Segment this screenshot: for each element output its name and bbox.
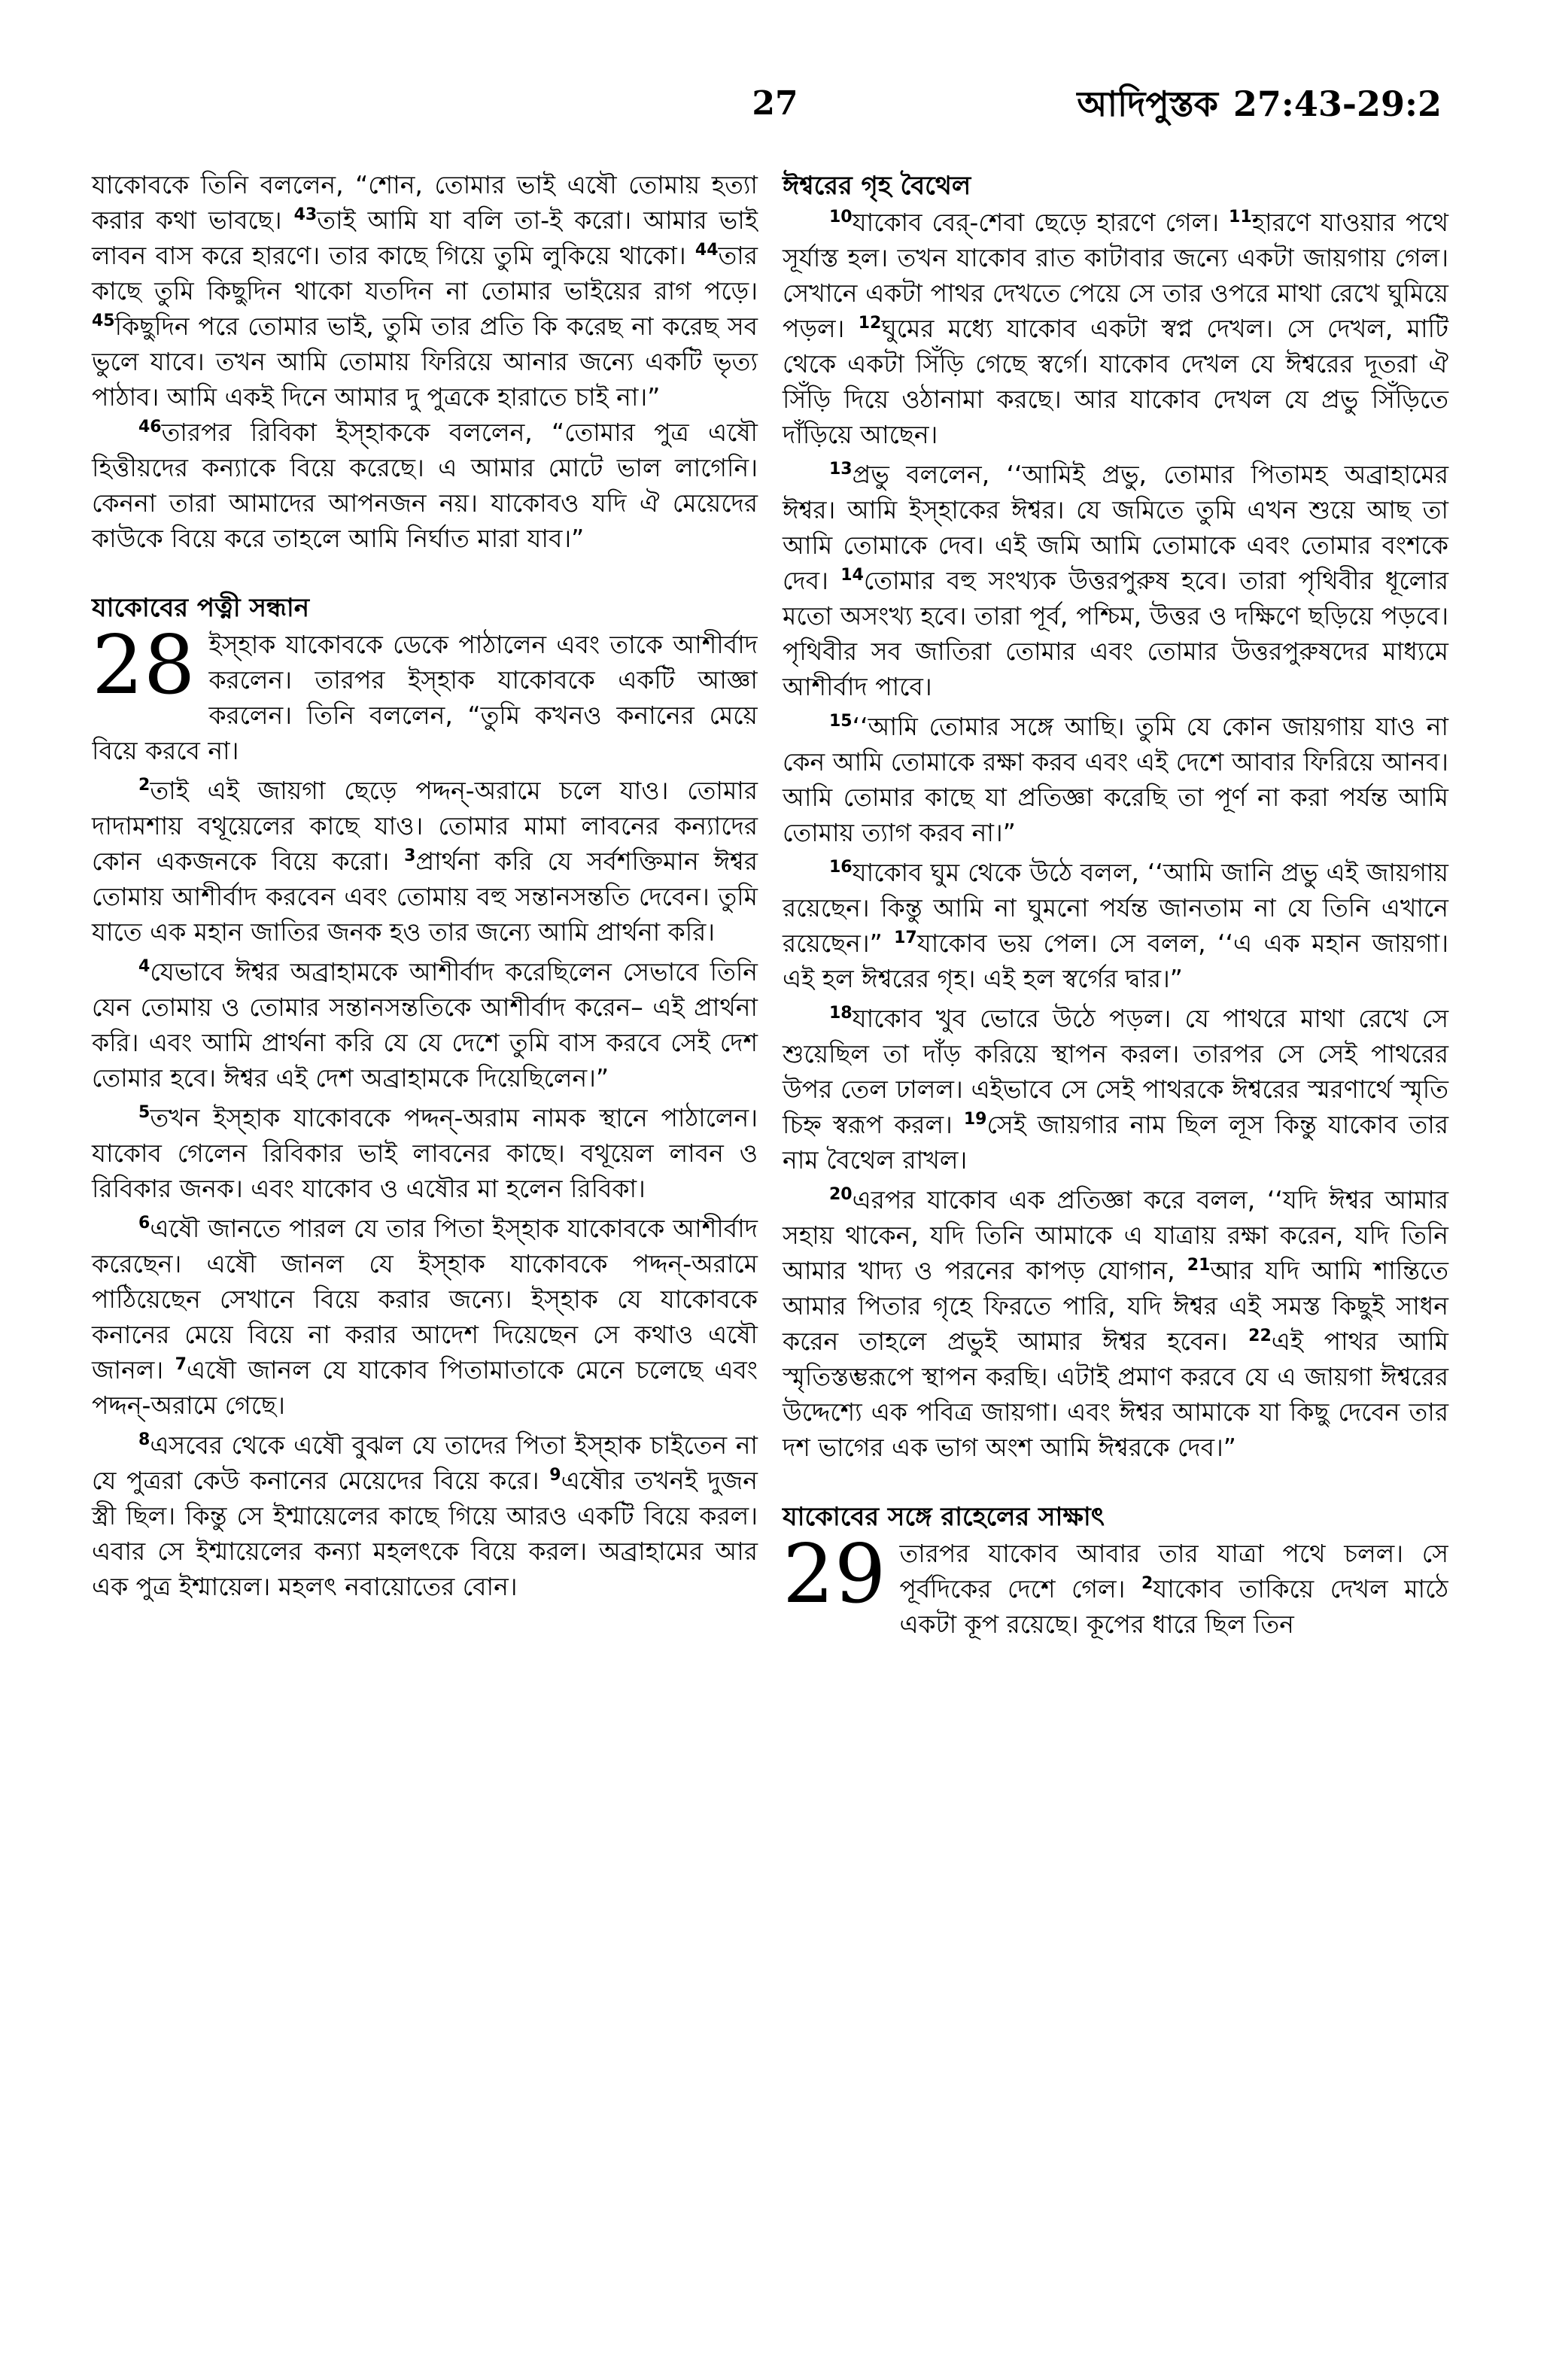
chapter-opening: [783, 1536, 1448, 1642]
verse-number: 17: [894, 929, 917, 947]
text: এরপর যাকোব এক প্রতিজ্ঞা করে বলল, ‘‘যদি ঈশ্বর আমার সহায় থাকেন, যদি তিনি আমাকে এ যাত্রায় রক্ষা করেন, যদি তিনি আমার খাদ্য ও পরনের কাপড় যোগান,: [783, 1185, 1448, 1285]
text: এষৌর তখনই দুজন স্ত্রী ছিল। কিন্তু সে ইশ্মায়েলের কাছে গিয়ে আরও একটি বিয়ে করল। এবার সে ইশ্মায়েলের কন্যা মহলৎকে বিয়ে করল। অব্রাহামের আর এক পুত্র ইশ্মায়েল। মহলৎ নবায়োতের বোন।: [92, 1466, 758, 1601]
text: আর যদি আমি শান্তিতে আমার পিতার গৃহে ফিরতে পারি, যদি ঈশ্বর এই সমস্ত কিছুই সাধন করেন তাহলে প্রভুই আমার ঈশ্বর হবেন।: [783, 1256, 1448, 1356]
paragraph: [92, 1211, 758, 1423]
verse-number: 43: [293, 205, 318, 224]
verse-number: 18: [829, 1004, 853, 1023]
paragraph: [783, 855, 1448, 996]
verse-number: 45: [92, 312, 115, 330]
page-number: 27: [752, 84, 798, 123]
text: যাকোবকে তিনি বললেন, “শোন, তোমার ভাই এষৌ তোমায় হত্যা করার কথা ভাবছে।: [92, 170, 758, 235]
paragraph: [783, 1001, 1448, 1178]
verse-number: 16: [829, 858, 853, 877]
verse-number: 2: [1141, 1574, 1153, 1593]
paragraph: [92, 954, 758, 1096]
text: যাকোব ঘুম থেকে উঠে বলল, ‘‘আমি জানি প্রভু এই জায়গায় রয়েছেন। কিন্তু আমি না ঘুমনো পর্যন্ত জানতাম না যে তিনি এখানে রয়েছেন।”: [783, 858, 1448, 958]
text: তার কাছে তুমি কিছুদিন থাকো যতদিন না তোমার ভাইয়ের রাগ পড়ে।: [92, 241, 758, 305]
chapter-number: 29: [783, 1536, 886, 1622]
text: যাকোব বের্-শেবা ছেড়ে হারণে গেল।: [852, 208, 1220, 237]
text: এই পাথর আমি স্মৃতিস্তম্ভরূপে স্থাপন করছি। এটাই প্রমাণ করবে যে এ জায়গা ঈশ্বরের উদ্দেশ্যে এক পবিত্র জায়গা। এবং ঈশ্বর আমাকে যা কিছু দেবেন তার দশ ভাগের এক ভাগ অংশ আমি ঈশ্বরকে দেব।”: [783, 1327, 1448, 1462]
verse-number: 4: [138, 957, 150, 976]
verse-number: 44: [695, 241, 719, 260]
text: এষৌ জানল যে যাকোব পিতামাতাকে মেনে চলেছে এবং পদ্দন্-অরামে গেছে।: [92, 1355, 758, 1420]
verse-number: 9: [549, 1466, 561, 1485]
text: এসবের থেকে এষৌ বুঝল যে তাদের পিতা ইস্হাক চাইতেন না যে পুত্ররা কেউ কনানের মেয়েদের বিয়ে করে।: [92, 1430, 758, 1495]
section-heading: ঈশ্বরের গৃহ বৈথেল: [783, 171, 971, 201]
text: যাকোব ভয় পেল। সে বলল, ‘‘এ এক মহান জায়গা। এই হল ঈশ্বরের গৃহ। এই হল স্বর্গের দ্বার।”: [783, 929, 1448, 993]
text: হারণে যাওয়ার পথে সূর্যাস্ত হল। তখন যাকোব রাত কাটাবার জন্যে একটা জায়গায় গেল। সেখানে একটা পাথর দেখতে পেয়ে সে তার ওপরে মাথা রেখে ঘুমিয়ে পড়ল।: [783, 208, 1448, 343]
verse-number: 2: [138, 776, 150, 795]
paragraph: [92, 627, 758, 768]
text: প্রার্থনা করি যে সর্বশক্তিমান ঈশ্বর তোমায় আশীর্বাদ করবেন এবং তোমায় বহু সন্তানসন্ততি দেবেন। তুমি যাতে এক মহান জাতির জনক হও তার জন্যে আমি প্রার্থনা করি।: [92, 847, 758, 947]
paragraph: [92, 1427, 758, 1604]
verse-number: 21: [1187, 1256, 1211, 1275]
verse-number: 10: [829, 208, 853, 226]
verse-number: 7: [175, 1355, 187, 1374]
verse-number: 22: [1248, 1327, 1272, 1345]
text: তাই আমি যা বলি তা-ই করো। আমার ভাই লাবন বাস করে হারণে। তার কাছে গিয়ে তুমি লুকিয়ে থাকো।: [92, 205, 758, 270]
text: সেই জায়গার নাম ছিল লূস কিন্তু যাকোব তার নাম বৈথেল রাখল।: [783, 1110, 1449, 1175]
text: তখন ইস্হাক যাকোবকে পদ্দন্-অরাম নামক স্থানে পাঠালেন। যাকোব গেলেন রিবিকার ভাই লাবনের কাছে। বথূয়েল লাবন ও রিবিকার জনক। এবং যাকোব ও এষৌর মা হলেন রিবিকা।: [92, 1103, 758, 1203]
verse-number: 12: [858, 314, 882, 333]
verse-number: 8: [138, 1430, 150, 1449]
verse-number: 6: [138, 1214, 150, 1233]
verse-number: 46: [138, 418, 162, 436]
text: ঘুমের মধ্যে যাকোব একটা স্বপ্ন দেখল। সে দেখল, মাটি থেকে একটা সিঁড়ি গেছে স্বর্গে। যাকোব দেখল যে ঈশ্বরের দূতরা ঐ সিঁড়ি দিয়ে ওঠানামা করছে। আর যাকোব দেখল যে প্রভু সিঁড়িতে দাঁড়িয়ে আছেন।: [783, 314, 1448, 449]
chapter-number: 28: [92, 627, 196, 713]
verse-number: 19: [963, 1110, 987, 1129]
paragraph: [783, 1536, 1448, 1642]
text: তারপর যাকোব আবার তার যাত্রা পথে চলল। সে পূর্বদিকের দেশে গেল।: [899, 1539, 1448, 1603]
verse-number: 14: [840, 566, 864, 585]
paragraph: [783, 457, 1448, 704]
text: তোমার বহু সংখ্যক উত্তরপুরুষ হবে। তারা পৃথিবীর ধূলোর মতো অসংখ্য হবে। তারা পূর্ব, পশ্চিম, উত্তর ও দক্ষিণে ছড়িয়ে পড়বে। পৃথিবীর সব জাতিরা তোমার এবং তোমার উত্তরপুরুষদের মাধ্যমে আশীর্বাদ পাবে।: [783, 566, 1448, 701]
paragraph: [783, 709, 1448, 850]
paragraph: [783, 1182, 1448, 1465]
text: প্রভু বললেন, ‘‘আমিই প্রভু, তোমার পিতামহ অব্রাহামের ঈশ্বর। আমি ইস্হাকের ঈশ্বর। যে জমিতে তুমি এখন শুয়ে আছ তা আমি তোমাকে দেব। এই জমি আমি তোমাকে এবং তোমার বংশকে দেব।: [783, 460, 1448, 595]
section-heading: যাকোবের সঙ্গে রাহেলের সাক্ষাৎ: [783, 1502, 1105, 1532]
text: যেভাবে ঈশ্বর অব্রাহামকে আশীর্বাদ করেছিলেন সেভাবে তিনি যেন তোমায় ও তোমার সন্তানসন্ততিকে আশীর্বাদ করেন– এই প্রার্থনা করি। এবং আমি প্রার্থনা করি যে যে দেশে তুমি বাস করবে সেই দেশ তোমার হবে। ঈশ্বর এই দেশ অব্রাহামকে দিয়েছিলেন।”: [92, 957, 758, 1093]
right-column: [783, 167, 1448, 1642]
text: তারপর রিবিকা ইস্হাককে বললেন, “তোমার পুত্র এষৌ হিত্তীয়দের কন্যাকে বিয়ে করেছে। এ আমার মোটে ভাল লাগেনি। কেননা তারা আমাদের আপনজন নয়। যাকোবও যদি ঐ মেয়েদের কাউকে বিয়ে করে তাহলে আমি নির্ঘাত মারা যাব।”: [92, 418, 758, 553]
verse-number: 11: [1229, 208, 1252, 226]
text: ইস্হাক যাকোবকে ডেকে পাঠালেন এবং তাকে আশীর্বাদ করলেন। তারপর ইস্হাক যাকোবকে একটি আজ্ঞা করলেন। তিনি বললেন, “তুমি কখনও কনানের মেয়ে বিয়ে করবে না।: [92, 630, 758, 765]
running-header: [1077, 78, 1442, 135]
text: যাকোব তাকিয়ে দেখল মাঠে একটা কূপ রয়েছে। কূপের ধারে ছিল তিন: [899, 1574, 1448, 1639]
paragraph: [783, 205, 1448, 452]
paragraph: [92, 773, 758, 950]
text: এষৌ জানতে পারল যে তার পিতা ইস্হাক যাকোবকে আশীর্বাদ করেছেন। এষৌ জানল যে ইস্হাক যাকোবকে পদ্দন্-অরামে পাঠিয়েছেন সেখানে বিয়ে করার জন্যে। ইস্হাক যে যাকোবকে কনানের মেয়ে বিয়ে না করার আদেশ দিয়েছেন সে কথাও এষৌ জানল।: [92, 1214, 758, 1385]
book-title: আদিপুস্তক: [1077, 84, 1218, 124]
chapter-opening: [92, 627, 758, 768]
section-heading: যাকোবের পত্নী সন্ধান: [92, 593, 309, 623]
verse-number: 3: [404, 847, 416, 865]
verse-number: 5: [138, 1103, 150, 1122]
paragraph: [92, 1100, 758, 1206]
text: ‘‘আমি তোমার সঙ্গে আছি। তুমি যে কোন জায়গায় যাও না কেন আমি তোমাকে রক্ষা করব এবং এই দেশে আবার ফিরিয়ে আনব। আমি তোমার কাছে যা প্রতিজ্ঞা করেছি তা পূর্ণ না করা পর্যন্ত আমি তোমায় ত্যাগ করব না।”: [783, 712, 1448, 847]
text: কিছুদিন পরে তোমার ভাই, তুমি তার প্রতি কি করেছ না করেছ সব ভুলে যাবে। তখন আমি তোমায় ফিরিয়ে আনার জন্যে একটি ভৃত্য পাঠাব। আমি একই দিনে আমার দু পুত্রকে হারাতে চাই না।”: [92, 312, 758, 412]
verse-number: 13: [829, 460, 853, 479]
verse-number: 20: [829, 1185, 853, 1204]
chapter-verse-range: 27:43-29:2: [1232, 84, 1442, 124]
text: তাই এই জায়গা ছেড়ে পদ্দন্-অরামে চলে যাও। তোমার দাদামশায় বথূয়েলের কাছে যাও। তোমার মামা লাবনের কন্যাদের কোন একজনকে বিয়ে করো।: [92, 776, 758, 876]
verse-number: 15: [829, 712, 853, 731]
text: যাকোব খুব ভোরে উঠে পড়ল। যে পাথরে মাথা রেখে সে শুয়েছিল তা দাঁড় করিয়ে স্থাপন করল। তারপর সে সেই পাথরের উপর তেল ঢালল। এইভাবে সে সেই পাথরকে ঈশ্বরের স্মরণার্থে স্মৃতি চিহ্ন স্বরূপ করল।: [783, 1004, 1448, 1139]
paragraph: [92, 167, 758, 415]
paragraph: [92, 415, 758, 556]
left-column: [92, 167, 758, 1604]
